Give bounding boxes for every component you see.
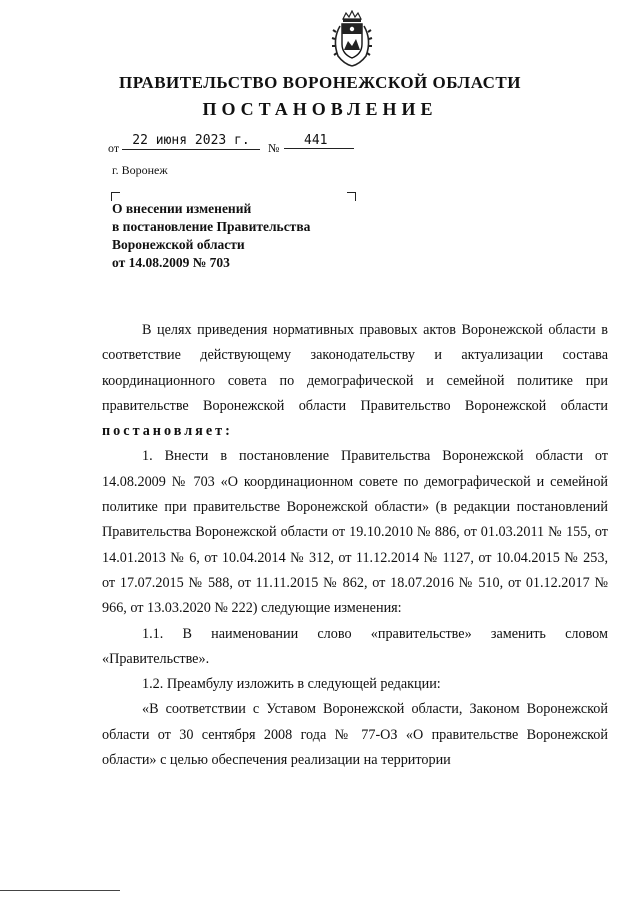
date-prefix: от xyxy=(108,141,120,155)
coat-of-arms-icon xyxy=(330,10,374,68)
city: г. Воронеж xyxy=(112,163,168,177)
preamble-paragraph xyxy=(102,318,608,444)
item-1-paragraph: 1. Внести в постановление Правительства Воронежской области от 14.08.2009 № 703 «О координационном совете по демографической и семейной политике при правительстве Воронежской области» (в редакции постановлений Правительства Воронежской области от 19.10.2010 № 886, от 01.03.2011 № 155, от 14.01.2013 № 6, от 10.04.2014 № 312, от 11.12.2014 № 1127, от 10.04.2015 № 253, от 17.07.2015 № 588, от 11.11.2015 № 862, от 18.07.2016 № 510, от 01.12.2017 № 966, от 13.03.2020 № 222) следующие изменения: xyxy=(102,448,608,617)
quote-paragraph: «В соответствии с Уставом Воронежской области, Законом Воронежской области от 30 сентября 2008 года № 77-ОЗ «О правительстве Воронежской области» с целью обеспечения реализации на территории xyxy=(102,701,608,769)
decree-word: постановляет: xyxy=(102,423,233,440)
document-date: 22 июня 2023 г. xyxy=(122,133,260,150)
subject-line: в постановление Правительства xyxy=(112,219,311,234)
subject-line: Воронежской области xyxy=(112,237,245,252)
number-prefix: № xyxy=(268,141,280,155)
document-number: 441 xyxy=(284,133,354,149)
organization-title: ПРАВИТЕЛЬСТВО ВОРОНЕЖСКОЙ ОБЛАСТИ xyxy=(118,73,521,92)
document-type-title: ПОСТАНОВЛЕНИЕ xyxy=(202,99,438,119)
date-number-line xyxy=(108,133,368,155)
item-1-1-paragraph: 1.1. В наименовании слово «правительстве» заменить словом «Правительстве». xyxy=(102,625,608,667)
document-body xyxy=(102,318,608,773)
subject-line: О внесении изменений xyxy=(112,201,252,216)
document-subject xyxy=(112,200,372,272)
subject-line: от 14.08.2009 № 703 xyxy=(112,255,230,270)
item-1-2-paragraph: 1.2. Преамбулу изложить в следующей редакции: xyxy=(142,676,441,693)
preamble-text: В целях приведения нормативных правовых актов Воронежской области в соответствие действующему законодательству и актуализации состава координационного совета по демографической и семейной политике при правительстве Воронежской области Правительство Воронежской области xyxy=(102,322,608,414)
footnote-divider xyxy=(0,890,120,891)
